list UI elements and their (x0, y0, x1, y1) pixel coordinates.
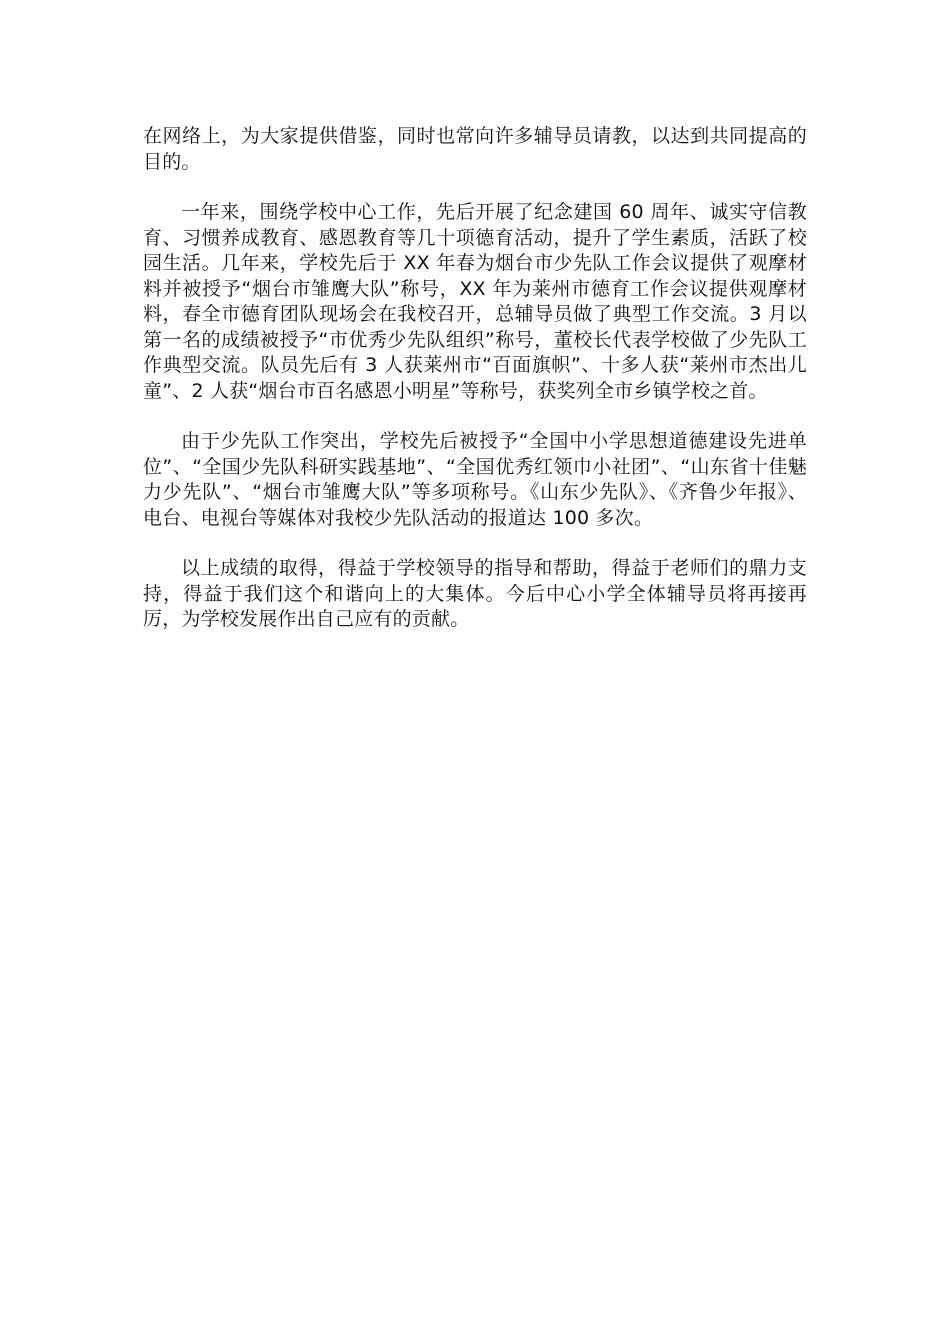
document-body (143, 124, 807, 658)
paragraph-continuation: 在网络上，为大家提供借鉴，同时也常向许多辅导员请教，以达到共同提高的目的。 (143, 125, 807, 173)
paragraph-activities: 一年来，围绕学校中心工作，先后开展了纪念建国 60 周年、诚实守信教育、习惯养成教育、感恩教育等几十项德育活动，提升了学生素质，活跃了校园生活。几年来，学校先后于 XX 年春为烟台市少先队工作会议提供了观摩材料并被授予“烟台市雏鹰大队”称号，XX 年为莱州市德育工作会议提供观摩材料，春全市德育团队现场会在我校召开，总辅导员做了典型工作交流。3 月以第一名的成绩被授予“市优秀少先队组织”称号，董校长代表学校做了少先队工作典型交流。队员先后有 3 人获莱州市“百面旗帜”、十多人获“莱州市杰出儿童”、2 人获“烟台市百名感恩小明星”等称号，获奖列全市乡镇学校之首。 (143, 201, 807, 402)
paragraph-honors: 由于少先队工作突出，学校先后被授予“全国中小学思想道德建设先进单位”、“全国少先队科研实践基地”、“全国优秀红领巾小社团”、“山东省十佳魅力少先队”、“烟台市雏鹰大队”等多项称号。《山东少先队》、《齐鲁少年报》、电台、电视台等媒体对我校少先队活动的报道达 100 多次。 (143, 430, 807, 529)
paragraph-conclusion: 以上成绩的取得，得益于学校领导的指导和帮助，得益于老师们的鼎力支持，得益于我们这个和谐向上的大集体。今后中心小学全体辅导员将再接再厉，为学校发展作出自己应有的贡献。 (143, 557, 807, 630)
